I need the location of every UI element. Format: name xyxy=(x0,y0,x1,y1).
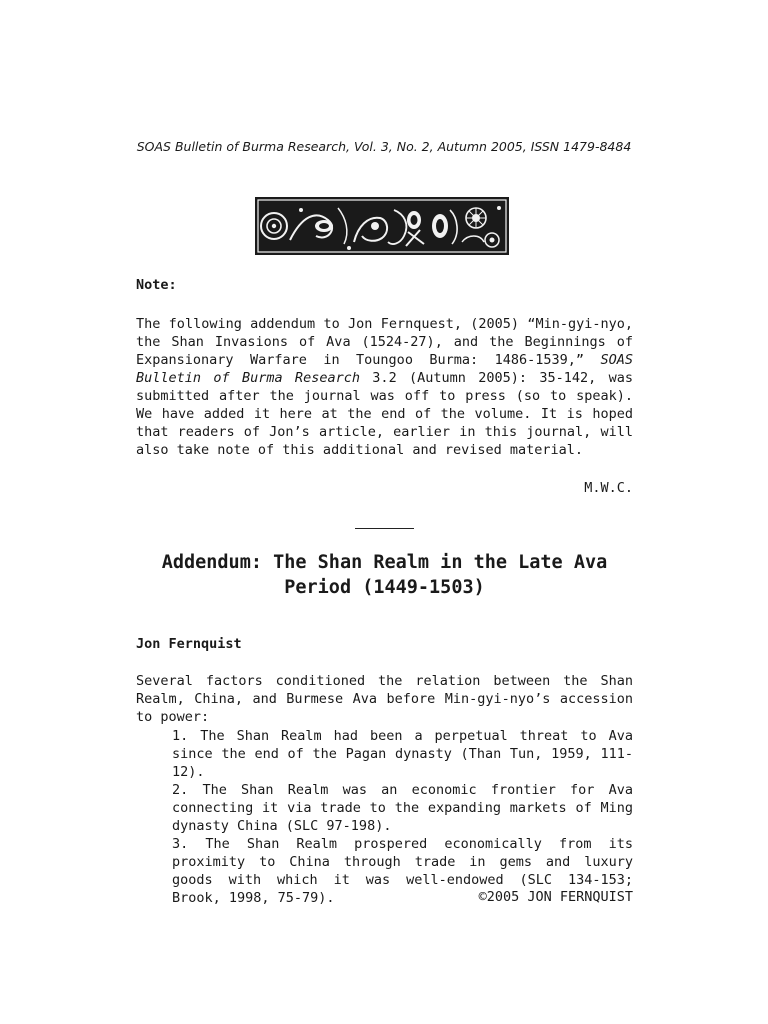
copyright-notice: ©2005 JON FERNQUIST xyxy=(478,889,633,905)
list-item: 1. The Shan Realm had been a perpetual threat to Ava since the end of the Pagan dynasty (Than Tun, 1959, 111-12). xyxy=(172,728,633,780)
note-body-after-journal: 3.2 (Autumn 2005): 35-142, was submitted after the journal was off to press (so to speak). We have added it here at the end of the volume. It is hoped that readers of Jon’s article, earlier in this journal, will also take note of this additional and revised material. xyxy=(136,370,633,458)
factor-list xyxy=(172,727,633,907)
note-label: Note: xyxy=(136,277,177,293)
floral-woodcut-ornament-icon xyxy=(254,196,510,256)
note-body xyxy=(136,315,633,459)
section-divider xyxy=(355,528,414,529)
note-signature: M.W.C. xyxy=(584,480,633,496)
note-body-before-journal: The following addendum to Jon Fernquest, (2005) “Min-gyi-nyo, the Shan Invasions of Ava (1524-27), and the Beginnings of Expansionary Warfare in Toungoo Burma: 1486-1539,” xyxy=(136,316,633,368)
list-item: 3. The Shan Realm prospered economically from its proximity to China through trade in gems and luxury goods with which it was well-endowed (SLC 134-153; Brook, 1998, 75-79). xyxy=(172,836,633,906)
note-journal-name: SOAS Bulletin of Burma Research xyxy=(136,352,633,386)
article-intro: Several factors conditioned the relation between the Shan Realm, China, and Burmese Ava before Min-gyi-nyo’s accession to power: xyxy=(136,673,633,725)
journal-reference: SOAS Bulletin of Burma Research, Vol. 3, No. 2, Autumn 2005, ISSN 1479-8484 xyxy=(136,139,632,154)
list-item: 2. The Shan Realm was an economic frontier for Ava connecting it via trade to the expanding markets of Ming dynasty China (SLC 97-198). xyxy=(172,782,633,834)
article-title: Addendum: The Shan Realm in the Late Ava Period (1449-1503) xyxy=(161,552,608,598)
article-author: Jon Fernquist xyxy=(136,636,242,652)
